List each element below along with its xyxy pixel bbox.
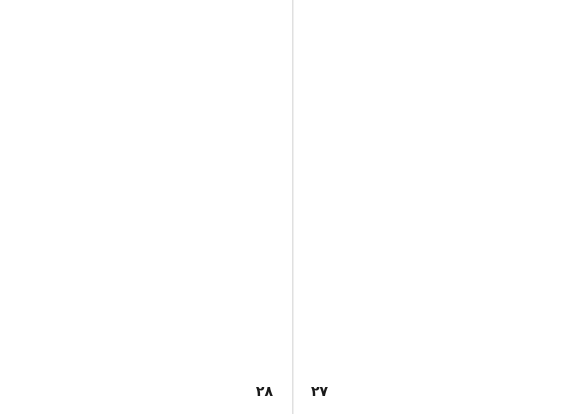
left-page-number: ۲۷ [311,384,329,400]
left-page [293,0,586,414]
right-page-number: ۲۸ [255,384,273,400]
book-gutter [292,0,294,414]
